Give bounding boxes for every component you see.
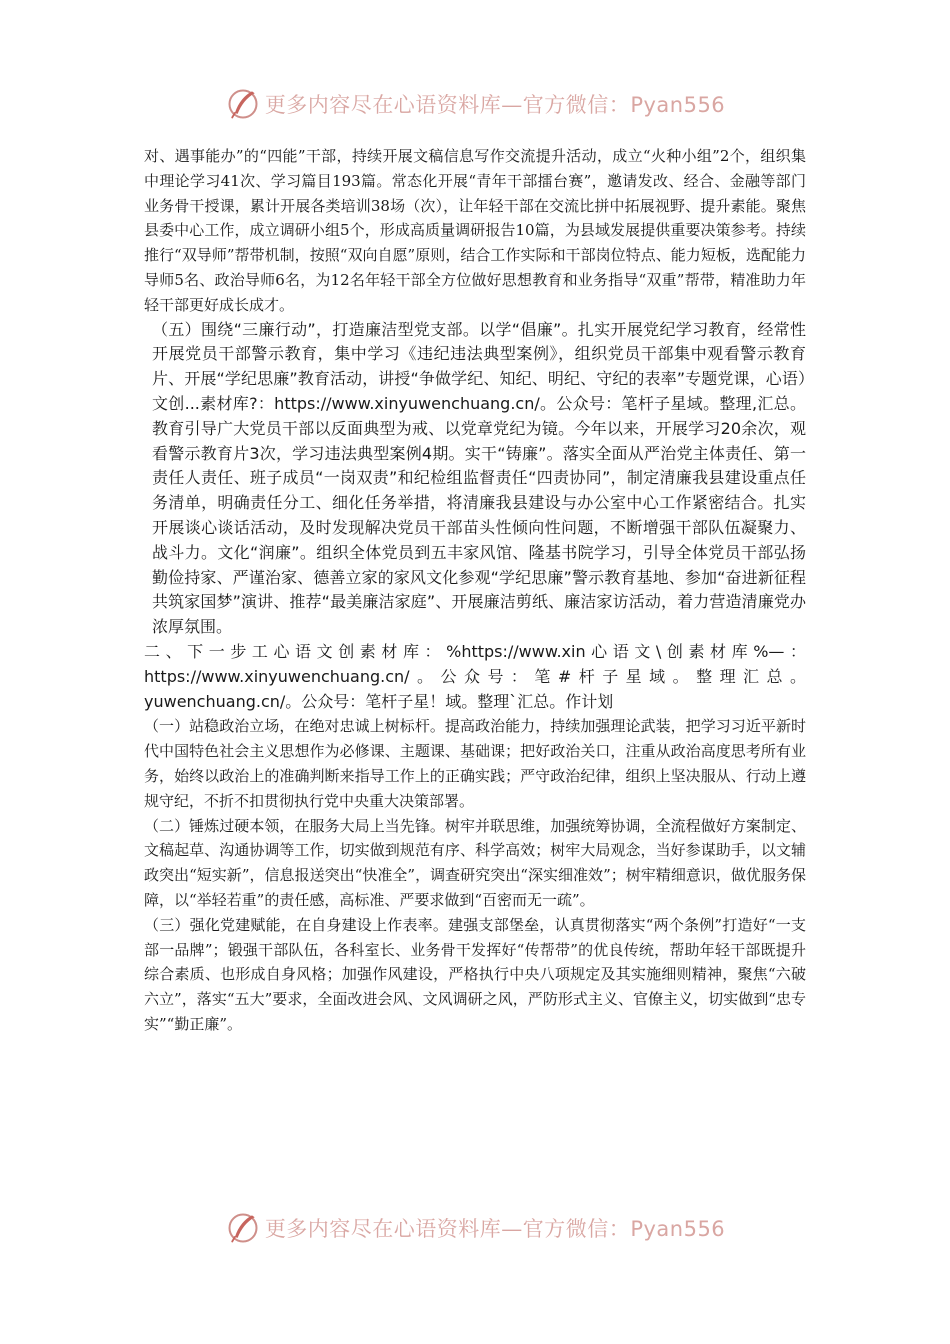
header-watermark-banner (0, 82, 950, 126)
document-body (144, 144, 806, 1037)
header-watermark-text: 更多内容尽在心语资料库—官方微信：Pyan556 (264, 93, 726, 117)
quill-logo-icon (225, 1210, 261, 1246)
paragraph-next-steps-heading: 二、下一步工心语文创素材库：%https://www.xin心语文\创素材库%—：https://www.xinyuwenchuang.cn/。公众号：笔#杆子星域。整理汇总。yuwenchuang.cn/。公众号：笔杆子星！域。整理`汇总。作计划 (144, 641, 806, 711)
footer-watermark-text: 更多内容尽在心语资料库—官方微信：Pyan556 (264, 1217, 726, 1241)
paragraph-section-5: （五）围绕“三廉行动”，打造廉洁型党支部。以学“倡廉”。扎实开展党纪学习教育，经常性开展党员干部警示教育，集中学习《违纪违法典型案例》，组织党员干部集中观看警示教育片、开展“学纪思廉”教育活动，讲授“争做学纪、知纪、明纪、守纪的表率”专题党课，心语）文创...素材库?：https://www.xinyuwenchuang.cn/。公众号：笔杆子星域。整理,汇总。教育引导广大党员干部以反面典型为戒、以党章党纪为镜。今年以来，开展学习20余次，观看警示教育片3次，学习违法典型案例4期。实干“铸廉”。落实全面从严治党主体责任、第一责任人责任、班子成员“一岗双责”和纪检组监督责任“四责协同”，制定清廉我县建设重点任务清单，明确责任分工、细化任务举措，将清廉我县建设与办公室中心工作紧密结合。扎实开展谈心谈话活动，及时发现解决党员干部苗头性倾向性问题，不断增强干部队伍凝聚力、战斗力。文化“润廉”。组织全体党员到五丰家风馆、隆基书院学习，引导全体党员干部弘扬勤俭持家、严谨治家、德善立家的家风文化参观“学纪思廉”警示教育基地、参加“奋进新征程 共筑家国梦”演讲、推荐“最美廉洁家庭”、开展廉洁剪纸、廉洁家访活动，着力营造清廉党办浓厚氛围。 (152, 319, 806, 637)
list-item-1: （一）站稳政治立场，在绝对忠诚上树标杆。提高政治能力，持续加强理论武装，把学习习近平新时代中国特色社会主义思想作为必修课、主题课、基础课；把好政治关口，注重从政治高度思考所有业务，始终以政治上的准确判断来指导工作上的正确实践；严守政治纪律，组织上坚决服从、行动上遵规守纪，不折不扣贯彻执行党中央重大决策部署。 (144, 717, 806, 810)
paragraph-intro: 对、遇事能办”的“四能”干部，持续开展文稿信息写作交流提升活动，成立“火种小组”2个，组织集中理论学习41次、学习篇目193篇。常态化开展“青年干部擂台赛”，邀请发改、经合、金融等部门业务骨干授课，累计开展各类培训38场（次），让年轻干部在交流比拼中拓展视野、提升素能。聚焦县委中心工作，成立调研小组5个，形成高质量调研报告10篇，为县域发展提供重要决策参考。持续推行“双导师”帮带机制，按照“双向自愿”原则，结合工作实际和干部岗位特点、能力短板，选配能力导师5名、政治导师6名，为12名年轻干部全方位做好思想教育和业务指导“双重”帮带，精准助力年轻干部更好成长成才。 (144, 147, 806, 314)
list-item-3: （三）强化党建赋能，在自身建设上作表率。建强支部堡垒，认真贯彻落实“两个条例”打造好“一支部一品牌”；锻强干部队伍，各科室长、业务骨干发挥好“传帮带”的优良传统，帮助年轻干部既提升综合素质、也形成自身风格；加强作风建设，严格执行中央八项规定及其实施细则精神，聚焦“六破六立”，落实“五大”要求，全面改进会风、文风调研之风，严防形式主义、官僚主义，切实做到“忠专实”“勤正廉”。 (144, 915, 806, 1033)
list-item-2: （二）锤炼过硬本领，在服务大局上当先锋。树牢并联思维，加强统筹协调，全流程做好方案制定、文稿起草、沟通协调等工作，切实做到规范有序、科学高效；树牢大局观念，当好参谋助手，以文辅政突出“短实新”，信息报送突出“快准全”，调查研究突出“深实细准效”；树牢精细意识，做优服务保障，以“举轻若重”的责任感，高标准、严要求做到“百密而无一疏”。 (144, 816, 806, 909)
footer-watermark-banner (0, 1206, 950, 1250)
quill-logo-icon (225, 86, 261, 122)
